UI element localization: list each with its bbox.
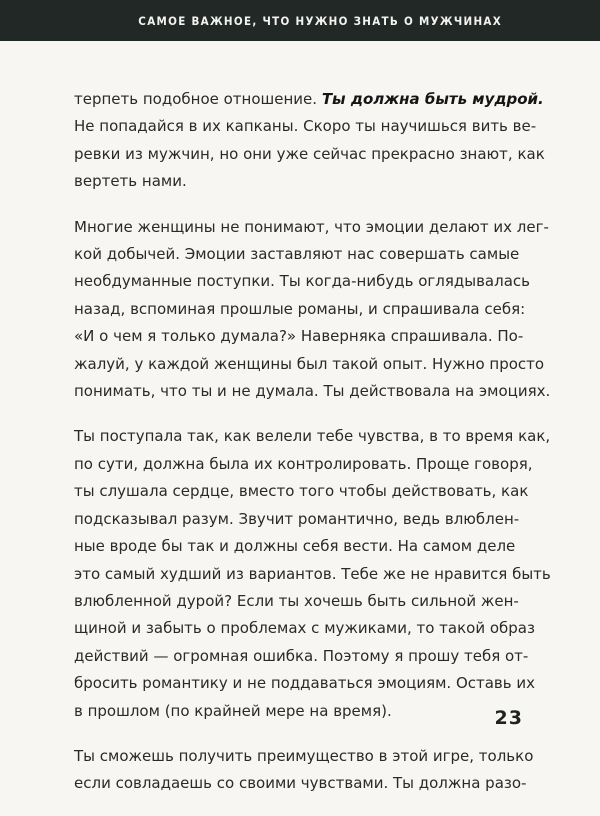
text-line: бросить романтику и не поддаваться эмоциям. Оставь их [74,674,536,693]
text-run: терпеть подобное отношение. [74,90,322,108]
text-line: в прошлом (по крайней мере на время). [74,701,392,720]
text-line: необдуманные поступки. Ты когда-нибудь оглядывалась [74,272,530,291]
text-line: влюбленной дурой? Если ты хочешь быть сильной жен- [74,591,519,610]
text-line: вертеть нами. [74,172,187,191]
text-line: кой добычей. Эмоции заставляют нас совершать самые [74,245,520,264]
running-header-bar [0,0,600,41]
text-line: Многие женщины не понимают, что эмоции делают их лег- [74,217,549,236]
paragraph-2 [74,214,551,406]
text-line [74,86,544,113]
text-line: по сути, должна была их контролировать. Проще говоря, [74,454,533,473]
text-line: ревки из мужчин, но они уже сейчас прекрасно знают, как [74,144,545,163]
text-line: «И о чем я только думала?» Наверняка спрашивала. По- [74,327,524,346]
text-line: Не попадайся в их капканы. Скоро ты научишься вить ве- [74,117,537,136]
text-line: ные вроде бы так и должны себя вести. На самом деле [74,537,516,556]
text-line: назад, вспоминая прошлые романы, и спрашивала себя: [74,299,526,318]
emphasized-sentence: Ты должна быть мудрой. [321,90,544,108]
running-header-title: САМОЕ ВАЖНОЕ, ЧТО НУЖНО ЗНАТЬ О МУЖЧИНАХ [138,13,502,28]
text-line: Ты сможешь получить преимущество в этой игре, только [74,746,534,765]
text-line: щиной и забыть о проблемах с мужиками, то такой образ [74,619,535,638]
text-line: это самый худший из вариантов. Тебе же не нравится быть [74,564,551,583]
text-line: понимать, что ты и не думала. Ты действовала на эмоциях. [74,382,551,401]
text-line: Ты поступала так, как велели тебе чувства, в то время как, [74,427,551,446]
paragraph-4 [74,743,534,798]
text-line: ты слушала сердце, вместо того чтобы действовать, как [74,482,529,501]
paragraph-1 [74,86,545,196]
text-line: действий — огромная ошибка. Поэтому я прошу тебя от- [74,646,529,665]
page-number: 23 [494,707,523,729]
text-line: подсказывал разум. Звучит романтично, ведь влюблен- [74,509,520,528]
text-line: жалуй, у каждой женщины был такой опыт. Нужно просто [74,354,545,373]
text-line: если совладаешь со своими чувствами. Ты должна разо- [74,774,527,793]
